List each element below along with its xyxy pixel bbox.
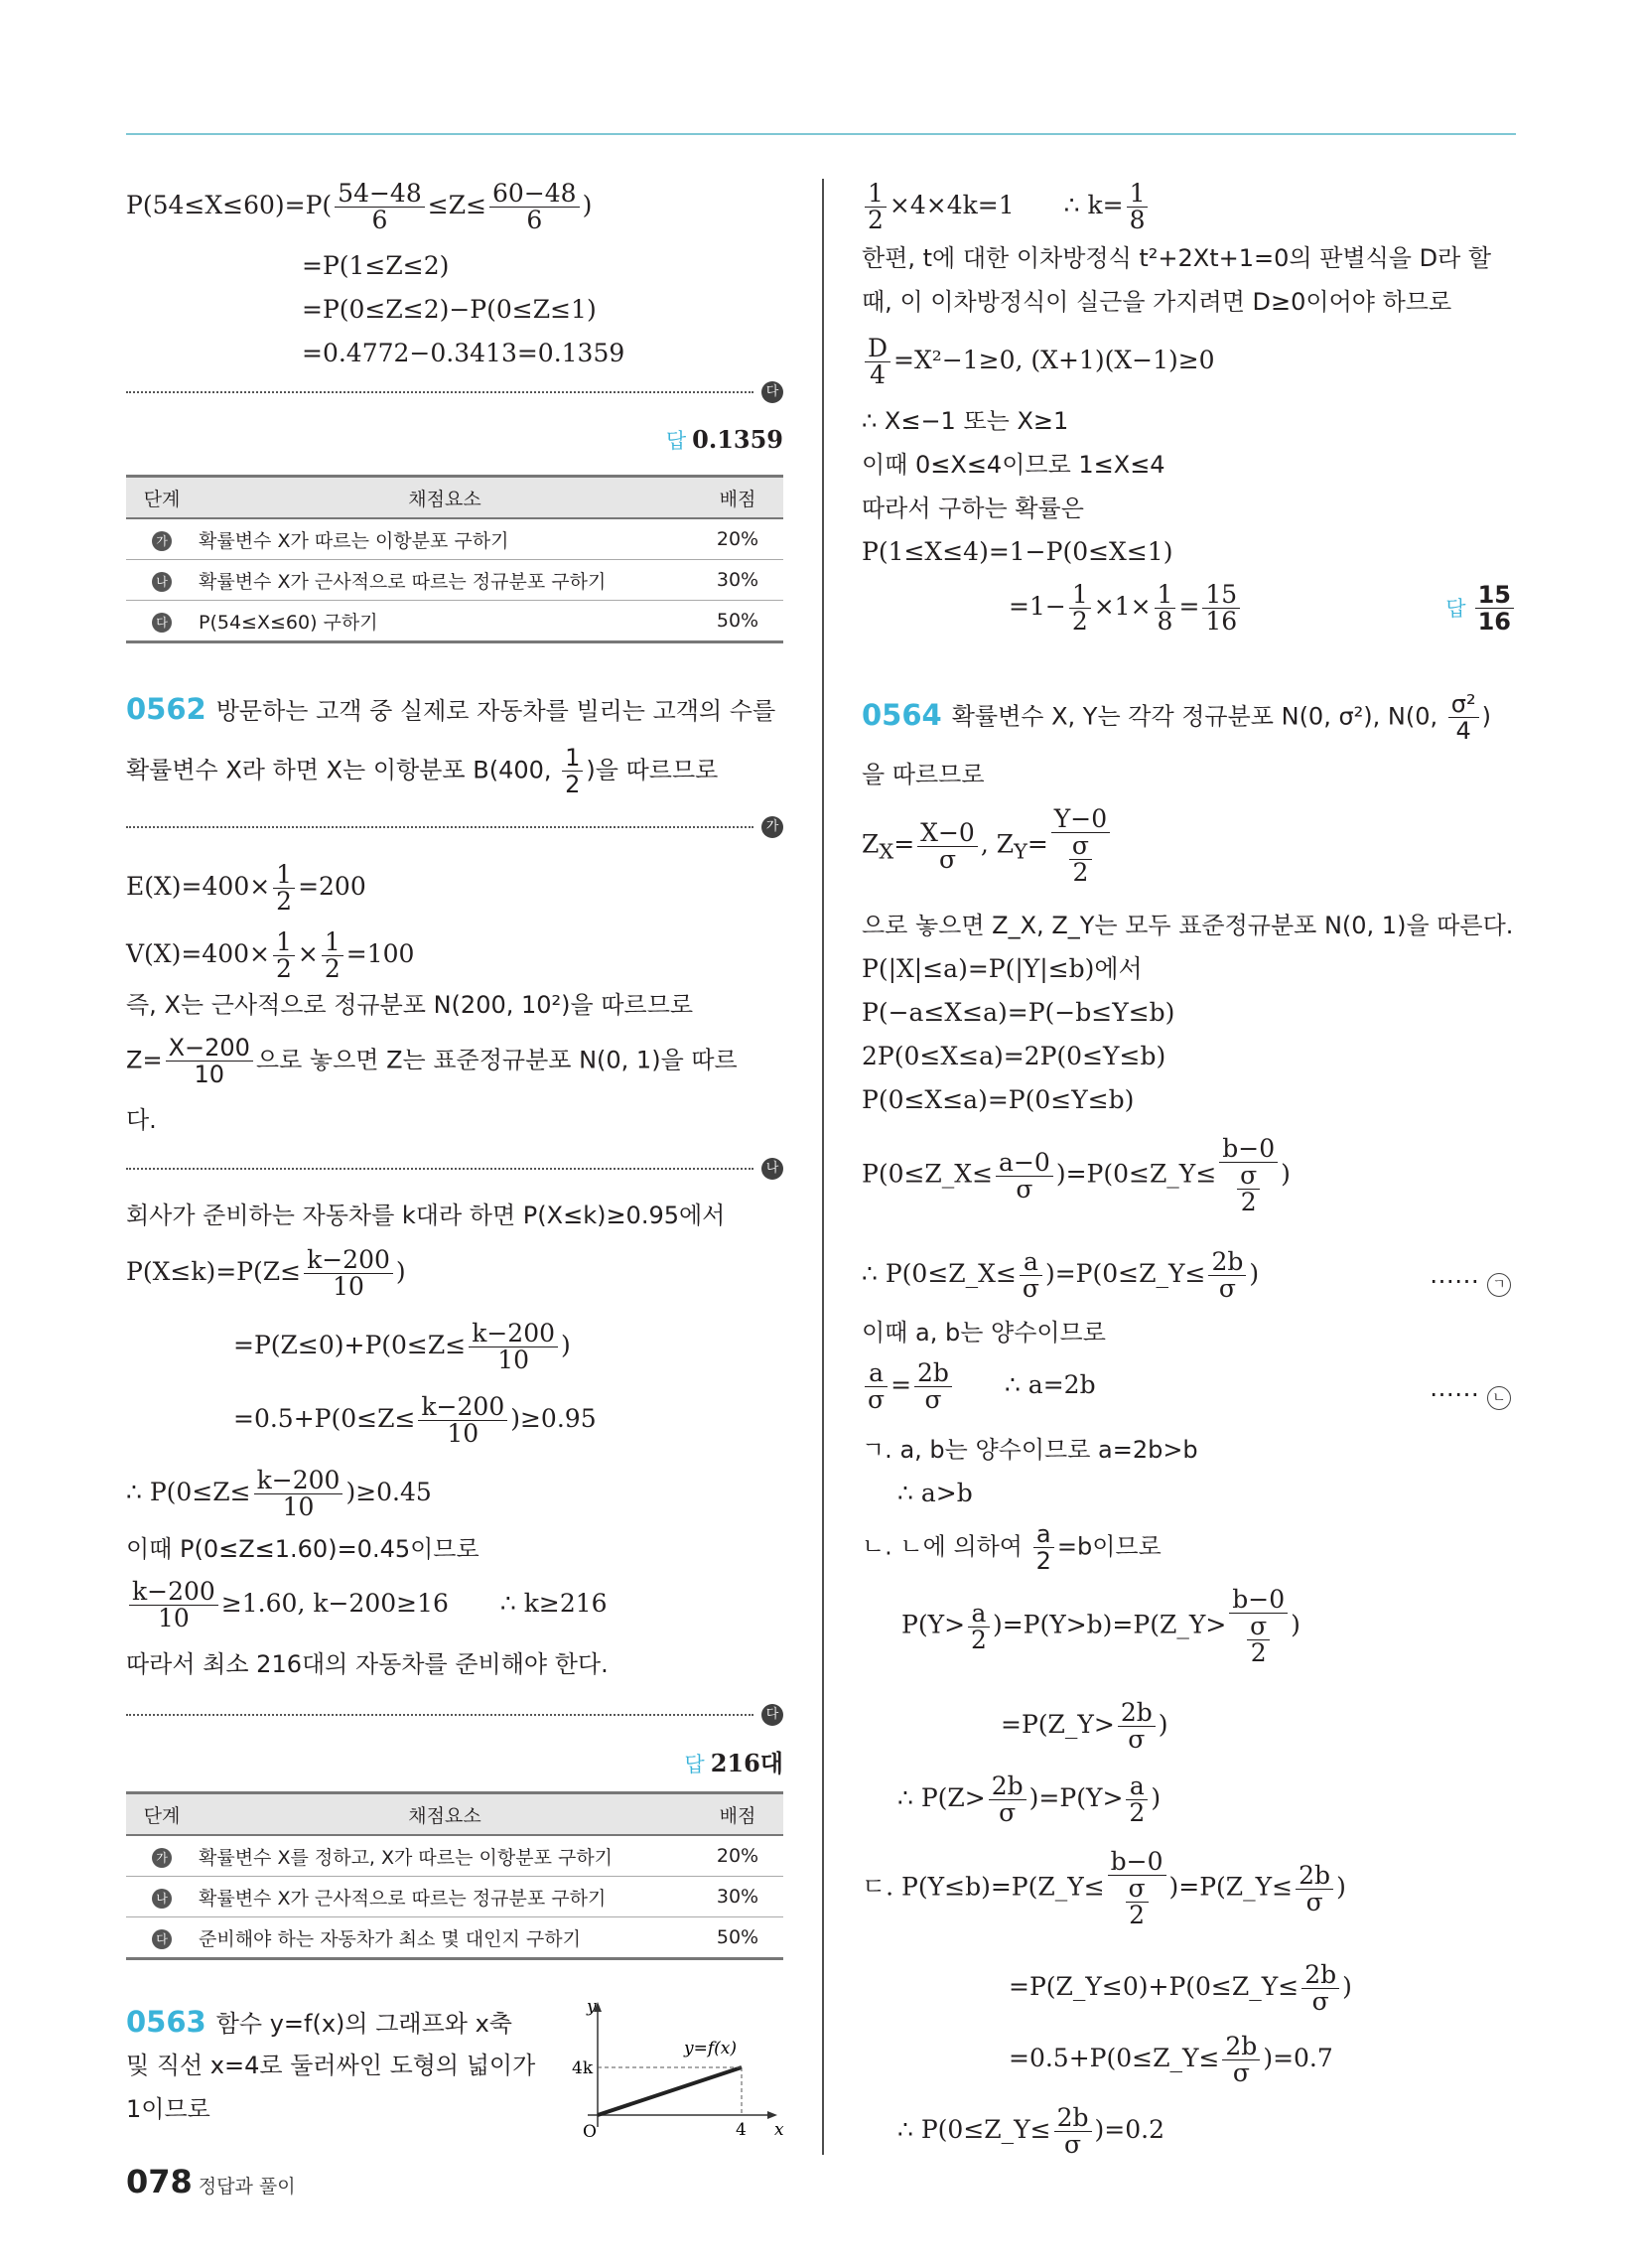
step-marker: 가 [152,531,172,551]
step-marker: 다 [152,1929,172,1949]
table-cell: 20% [692,1835,783,1877]
text-line: 회사가 준비하는 자동차를 k대라 하면 P(X≤k)≥0.95에서 [126,1202,726,1229]
answer-label: 답 [684,1753,705,1776]
text-line: 따라서 구하는 확률은 [862,495,1084,522]
table-cell: 30% [692,1877,783,1917]
text-line: 다. [126,1106,157,1134]
answer-561 [666,425,783,455]
problem-0563-line-2: 및 직선 x=4로 둘러싸인 도형의 넓이가 [126,2052,536,2079]
math-line: P(X≤k)=P(Z≤ $\frac{k-200}{10}$ ) [126,1245,406,1301]
step-marker: 다 [761,381,783,403]
table-row [126,518,783,560]
text-line: 따라서 최소 216대의 자동차를 준비해야 한다. [126,1650,609,1678]
step-divider [126,1714,753,1716]
table-row [126,1835,783,1877]
table-cell: 20% [692,518,783,560]
table-row [126,1917,783,1959]
answer-label: 답 [665,429,687,453]
answer-numerator: 15 [1475,582,1514,609]
math-line: P(−a≤X≤a)=P(−b≤Y≤b) [862,998,1175,1027]
variance-line: V(X)=400× $\frac{1}{2}$ × $\frac{1}{2}$ =100 [126,927,415,983]
step-marker: 나 [761,1158,783,1180]
step-divider [126,391,753,393]
math-line: $\frac{k-200}{10}$ ≥1.60, k−200≥16 ∴ k≥216 [126,1579,608,1631]
math-line: P(Y> $\frac{a}{2}$ )=P(Y>b)=P(Z_Y> $\frac{b-0}{\frac{\sigma}{2}}$ ) [901,1585,1300,1667]
text-line: 으로 놓으면 Z_X, Z_Y는 모두 표준정규분포 N(0, 1)을 따른다. [862,912,1514,939]
x-axis-label: x [774,2120,784,2140]
math-line: =P(Z_Y≤0)+P(0≤Z_Y≤ $\frac{2b}{\sigma}$ ) [1009,1960,1352,2016]
table-cell: 확률변수 X가 따르는 이항분포 구하기 [198,518,692,560]
math-line: ㄷ. P(Y≤b)=P(Z_Y≤ $\frac{b-0}{\frac{\sigma}{2}}$ )=P(Z_Y≤ $\frac{2b}{\sigma}$ ) [862,1847,1346,1929]
table-cell: 30% [692,560,783,601]
table-row [126,560,783,601]
step-divider [126,826,753,828]
step-marker: 가 [761,816,783,838]
table-cell: 50% [692,1917,783,1959]
problem-0563-line-3: 1이므로 [126,2095,210,2123]
page-number: 078 [126,2163,193,2200]
text-line: 한편, t에 대한 이차방정식 t²+2Xt+1=0의 판별식을 D라 할 [862,244,1492,272]
table-header: 단계 [126,477,198,519]
math-line: ∴ P(0≤Z≤ $\frac{k-200}{10}$ )≥0.45 [126,1466,432,1521]
math-line: $\frac{a}{\sigma}$ = $\frac{2b}{\sigma}$ ∴ a=2b [862,1360,1096,1413]
curve-label: y=f(x) [684,2039,737,2058]
math-line: =1− $\frac{1}{2}$ ×1× $\frac{1}{8}$ = $\frac{15}{16}$ [1009,582,1243,635]
table-cell: 확률변수 X가 근사적으로 따르는 정규분포 구하기 [198,560,692,601]
table-header: 배점 [692,1793,783,1836]
math-line: P(1≤X≤4)=1−P(0≤X≤1) [862,537,1173,566]
math-line: P(|X|≤a)=P(|Y|≤b)에서 [862,954,1143,983]
p561-line-4: =0.4772−0.3413=0.1359 [302,339,625,367]
origin-label: O [583,2122,597,2142]
answer-562 [684,1744,783,1778]
text-line: 즉, X는 근사적으로 정규분포 N(200, 10²)을 따르므로 [126,991,694,1019]
table-cell: 50% [692,601,783,642]
function-graph [572,1997,784,2142]
problem-0562-line-2: 확률변수 X라 하면 X는 이항분포 B(400, $\frac{1}{2}$ )을 따르므로 [126,744,719,798]
math-line: P(0≤X≤a)=P(0≤Y≤b) [862,1085,1135,1114]
step-marker: 다 [761,1704,783,1726]
problem-0564-line-1: 0564 확률변수 X, Y는 각각 정규분포 N(0, σ²), N(0, $\frac{\text{σ²}}{4}$ ) [862,690,1491,745]
top-rule [126,133,1516,135]
text-line: ㄴ. ㄴ에 의하여 $\frac{a}{2}$ =b이므로 [862,1520,1162,1575]
table-header: 배점 [692,477,783,519]
problem-number: 0563 [126,2005,206,2039]
answer-label: 답 [1445,596,1466,621]
page-footer [126,2163,296,2200]
grading-table-561 [126,475,783,643]
problem-number: 0562 [126,692,206,726]
problem-number: 0564 [862,697,942,732]
table-row [126,1877,783,1917]
step-marker: 가 [152,1848,172,1868]
step-marker: 다 [152,613,172,633]
text-line: 을 따르므로 [862,761,985,788]
answer-value: 0.1359 [692,425,783,454]
table-cell: 확률변수 X를 정하고, X가 따르는 이항분포 구하기 [198,1835,692,1877]
text-line: 이때 0≤X≤4이므로 1≤X≤4 [862,451,1165,479]
math-line: =P(Z_Y> $\frac{2b}{\sigma}$ ) [1001,1698,1168,1754]
math-line: ∴ P(0≤Z_X≤ $\frac{a}{\sigma}$ )=P(0≤Z_Y≤ $\frac{2b}{\sigma}$ ) [862,1247,1260,1303]
p561-line-2: =P(1≤Z≤2) [302,251,450,280]
text-line: 이때 P(0≤Z≤1.60)=0.45이므로 [126,1535,479,1563]
answer-563 [1445,582,1517,635]
column-divider [822,179,824,2155]
x-tick-label: 4 [736,2120,747,2140]
text-line: 때, 이 이차방정식이 실근을 가지려면 D≥0이어야 하므로 [862,288,1452,316]
y-axis-label: y [587,1997,597,2017]
text-line: Z= $\frac{X-200}{10}$ 으로 놓으면 Z는 표준정규분포 N(0, 1)을 따르 [126,1034,738,1088]
problem-0562-line-1: 0562 방문하는 고객 중 실제로 자동차를 빌리는 고객의 수를 [126,692,776,726]
text-line: ㄱ. a, b는 양수이므로 a=2b>b [862,1436,1198,1464]
math-line: ∴ P(Z> $\frac{2b}{\sigma}$ )=P(Y> $\frac{a}{2}$ ) [897,1772,1162,1827]
math-line: 2P(0≤X≤a)=2P(0≤Y≤b) [862,1042,1166,1070]
table-cell: P(54≤X≤60) 구하기 [198,601,692,642]
y-tick-label: 4k [572,2058,594,2078]
equation-marker-1: ⋯⋯ ㄱ [1430,1265,1511,1297]
p561-line-1: P(54≤X≤60)=P( $\frac{54-48}{6}$ ≤Z≤ $\frac{60-48}{6}$ ) [126,179,593,234]
step-marker: 나 [152,1889,172,1909]
page-title: 정답과 풀이 [198,2176,296,2197]
grading-table-562 [126,1791,783,1960]
equation-marker-2: ⋯⋯ ㄴ [1430,1378,1511,1410]
math-line: $\frac{1}{2}$ ×4×4k=1 ∴ k= $\frac{1}{8}$ [862,181,1151,233]
p561-line-3: =P(0≤Z≤2)−P(0≤Z≤1) [302,295,597,324]
table-row [126,601,783,642]
math-line: P(0≤Z_X≤ $\frac{a-0}{\sigma}$ )=P(0≤Z_Y≤ $\frac{b-0}{\frac{\sigma}{2}}$ ) [862,1134,1291,1216]
table-cell: 준비해야 하는 자동차가 최소 몇 대인지 구하기 [198,1917,692,1959]
text-line: 이때 a, b는 양수이므로 [862,1319,1106,1347]
math-line: $Z_X=$ $\frac{X-0}{\sigma}$ , $Z_Y=$ $\frac{Y-0}{\frac{\sigma}{2}}$ [862,806,1113,886]
step-divider [126,1168,753,1170]
table-header: 채점요소 [198,477,692,519]
table-cell: 확률변수 X가 근사적으로 따르는 정규분포 구하기 [198,1877,692,1917]
answer-value: 216대 [710,1749,783,1777]
table-header: 단계 [126,1793,198,1836]
answer-denominator: 16 [1477,608,1511,636]
problem-0563-line-1: 0563 함수 y=f(x)의 그래프와 x축 [126,2005,512,2039]
math-line: =P(Z≤0)+P(0≤Z≤ $\frac{k-200}{10}$ ) [233,1319,571,1374]
text-line: ∴ X≤−1 또는 X≥1 [862,407,1069,435]
math-line: ∴ P(0≤Z_Y≤ $\frac{2b}{\sigma}$ )=0.2 [897,2103,1164,2159]
math-line: =0.5+P(0≤Z≤ $\frac{k-200}{10}$ )≥0.95 [233,1392,597,1448]
table-header: 채점요소 [198,1793,692,1836]
math-line: ∴ a>b [897,1479,973,1507]
expectation-line: E(X)=400× $\frac{1}{2}$ =200 [126,860,366,916]
math-line: =0.5+P(0≤Z_Y≤ $\frac{2b}{\sigma}$ )=0.7 [1009,2032,1333,2087]
math-line: $\frac{D}{4}$ =X²−1≥0, (X+1)(X−1)≥0 [862,336,1215,388]
step-marker: 나 [152,572,172,592]
